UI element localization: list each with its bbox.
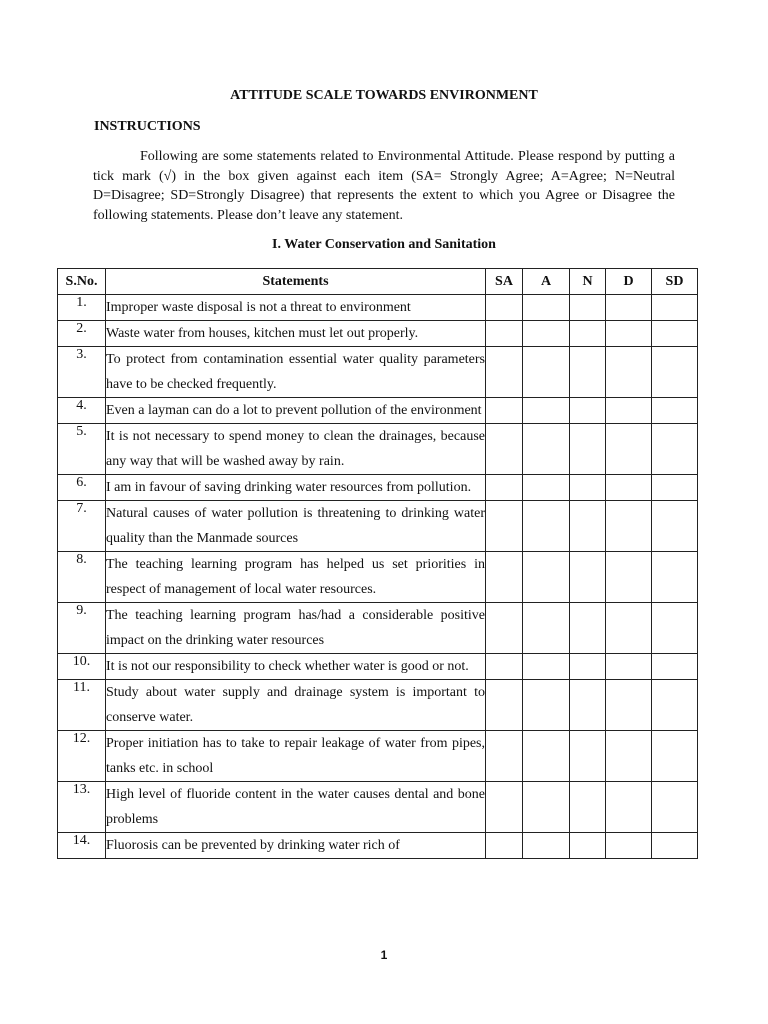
response-box-a[interactable] [523, 475, 570, 501]
statement-text: The teaching learning program has/had a considerable positive impact on the drinking water resources [106, 603, 486, 654]
response-box-d[interactable] [606, 398, 652, 424]
response-box-sd[interactable] [652, 347, 698, 398]
response-box-sa[interactable] [486, 680, 523, 731]
response-box-sd[interactable] [652, 475, 698, 501]
response-box-a[interactable] [523, 347, 570, 398]
response-box-d[interactable] [606, 321, 652, 347]
response-box-d[interactable] [606, 731, 652, 782]
response-box-sa[interactable] [486, 501, 523, 552]
table-row [58, 475, 698, 501]
response-box-d[interactable] [606, 501, 652, 552]
response-box-a[interactable] [523, 731, 570, 782]
table-row [58, 295, 698, 321]
header-a: A [523, 269, 570, 295]
response-box-sd[interactable] [652, 731, 698, 782]
response-box-a[interactable] [523, 833, 570, 859]
response-box-a[interactable] [523, 603, 570, 654]
table-row [58, 603, 698, 654]
response-box-a[interactable] [523, 782, 570, 833]
document-title: ATTITUDE SCALE TOWARDS ENVIRONMENT [230, 88, 538, 103]
statement-text: Study about water supply and drainage system is important to conserve water. [106, 680, 486, 731]
response-box-sd[interactable] [652, 833, 698, 859]
header-sd: SD [652, 269, 698, 295]
response-box-d[interactable] [606, 295, 652, 321]
row-number: 2. [58, 321, 106, 347]
response-box-sa[interactable] [486, 347, 523, 398]
response-box-d[interactable] [606, 552, 652, 603]
response-box-sa[interactable] [486, 654, 523, 680]
instructions-heading: INSTRUCTIONS [94, 119, 201, 134]
statement-text: Natural causes of water pollution is threatening to drinking water quality than the Manmade sources [106, 501, 486, 552]
response-box-sa[interactable] [486, 475, 523, 501]
row-number: 11. [58, 680, 106, 731]
statement-text: To protect from contamination essential water quality parameters have to be checked frequently. [106, 347, 486, 398]
response-box-n[interactable] [570, 782, 606, 833]
response-box-a[interactable] [523, 424, 570, 475]
response-box-a[interactable] [523, 552, 570, 603]
statement-text: High level of fluoride content in the water causes dental and bone problems [106, 782, 486, 833]
response-box-sa[interactable] [486, 424, 523, 475]
response-box-sa[interactable] [486, 552, 523, 603]
row-number: 5. [58, 424, 106, 475]
statement-text: It is not our responsibility to check whether water is good or not. [106, 654, 486, 680]
response-box-d[interactable] [606, 680, 652, 731]
response-box-sd[interactable] [652, 424, 698, 475]
table-row [58, 321, 698, 347]
response-box-sd[interactable] [652, 295, 698, 321]
response-box-d[interactable] [606, 833, 652, 859]
response-box-sa[interactable] [486, 731, 523, 782]
table-row [58, 424, 698, 475]
response-box-d[interactable] [606, 347, 652, 398]
response-box-a[interactable] [523, 398, 570, 424]
response-box-sd[interactable] [652, 552, 698, 603]
row-number: 8. [58, 552, 106, 603]
response-box-sd[interactable] [652, 321, 698, 347]
statement-text: Improper waste disposal is not a threat to environment [106, 295, 486, 321]
header-statements: Statements [106, 269, 486, 295]
response-box-n[interactable] [570, 680, 606, 731]
statement-text: The teaching learning program has helped us set priorities in respect of management of local water resources. [106, 552, 486, 603]
row-number: 12. [58, 731, 106, 782]
response-box-a[interactable] [523, 654, 570, 680]
header-sa: SA [486, 269, 523, 295]
row-number: 7. [58, 501, 106, 552]
response-box-sd[interactable] [652, 603, 698, 654]
response-box-sa[interactable] [486, 295, 523, 321]
statement-text: It is not necessary to spend money to clean the drainages, because any way that will be washed away by rain. [106, 424, 486, 475]
response-box-sd[interactable] [652, 782, 698, 833]
response-box-n[interactable] [570, 552, 606, 603]
row-number: 10. [58, 654, 106, 680]
statement-text: Proper initiation has to take to repair leakage of water from pipes, tanks etc. in school [106, 731, 486, 782]
statement-text: Fluorosis can be prevented by drinking water rich of [106, 833, 486, 859]
row-number: 14. [58, 833, 106, 859]
response-box-n[interactable] [570, 398, 606, 424]
response-box-sa[interactable] [486, 321, 523, 347]
response-box-d[interactable] [606, 475, 652, 501]
response-box-sa[interactable] [486, 398, 523, 424]
row-number: 9. [58, 603, 106, 654]
response-box-sa[interactable] [486, 603, 523, 654]
response-box-sd[interactable] [652, 680, 698, 731]
table-header-row [58, 269, 698, 295]
table-row [58, 680, 698, 731]
table-row [58, 552, 698, 603]
response-box-n[interactable] [570, 603, 606, 654]
table-row [58, 501, 698, 552]
response-box-sd[interactable] [652, 398, 698, 424]
table-row [58, 731, 698, 782]
row-number: 13. [58, 782, 106, 833]
response-box-d[interactable] [606, 603, 652, 654]
instructions-text: Following are some statements related to Environmental Attitude. Please respond by putting a tick mark (√) in the box given against each item (SA= Strongly Agree; A=Agree; N=Neutral D=Disagree; SD=Strongly Disagree) that represents the extent to which you Agree or Disagree the following statements. Please don’t leave any statement. [93, 149, 675, 223]
response-box-n[interactable] [570, 654, 606, 680]
header-d: D [606, 269, 652, 295]
response-box-d[interactable] [606, 424, 652, 475]
statement-text: I am in favour of saving drinking water resources from pollution. [106, 475, 486, 501]
page-number: 1 [380, 948, 388, 962]
response-box-n[interactable] [570, 424, 606, 475]
response-box-a[interactable] [523, 680, 570, 731]
response-box-sa[interactable] [486, 782, 523, 833]
response-box-sa[interactable] [486, 833, 523, 859]
section-heading: I. Water Conservation and Sanitation [272, 237, 496, 252]
response-box-n[interactable] [570, 731, 606, 782]
response-box-a[interactable] [523, 295, 570, 321]
response-box-n[interactable] [570, 321, 606, 347]
row-number: 6. [58, 475, 106, 501]
table-row [58, 654, 698, 680]
table-row [58, 833, 698, 859]
table-row [58, 398, 698, 424]
header-sno: S.No. [58, 269, 106, 295]
response-box-n[interactable] [570, 295, 606, 321]
response-box-n[interactable] [570, 501, 606, 552]
statement-text: Even a layman can do a lot to prevent pollution of the environment [106, 398, 486, 424]
response-box-d[interactable] [606, 782, 652, 833]
row-number: 1. [58, 295, 106, 321]
row-number: 4. [58, 398, 106, 424]
response-box-n[interactable] [570, 833, 606, 859]
attitude-scale-table [57, 268, 698, 859]
response-box-sd[interactable] [652, 501, 698, 552]
table-row [58, 782, 698, 833]
response-box-a[interactable] [523, 501, 570, 552]
response-box-d[interactable] [606, 654, 652, 680]
response-box-n[interactable] [570, 347, 606, 398]
table-row [58, 347, 698, 398]
row-number: 3. [58, 347, 106, 398]
response-box-a[interactable] [523, 321, 570, 347]
header-n: N [570, 269, 606, 295]
response-box-sd[interactable] [652, 654, 698, 680]
response-box-n[interactable] [570, 475, 606, 501]
statement-text: Waste water from houses, kitchen must let out properly. [106, 321, 486, 347]
